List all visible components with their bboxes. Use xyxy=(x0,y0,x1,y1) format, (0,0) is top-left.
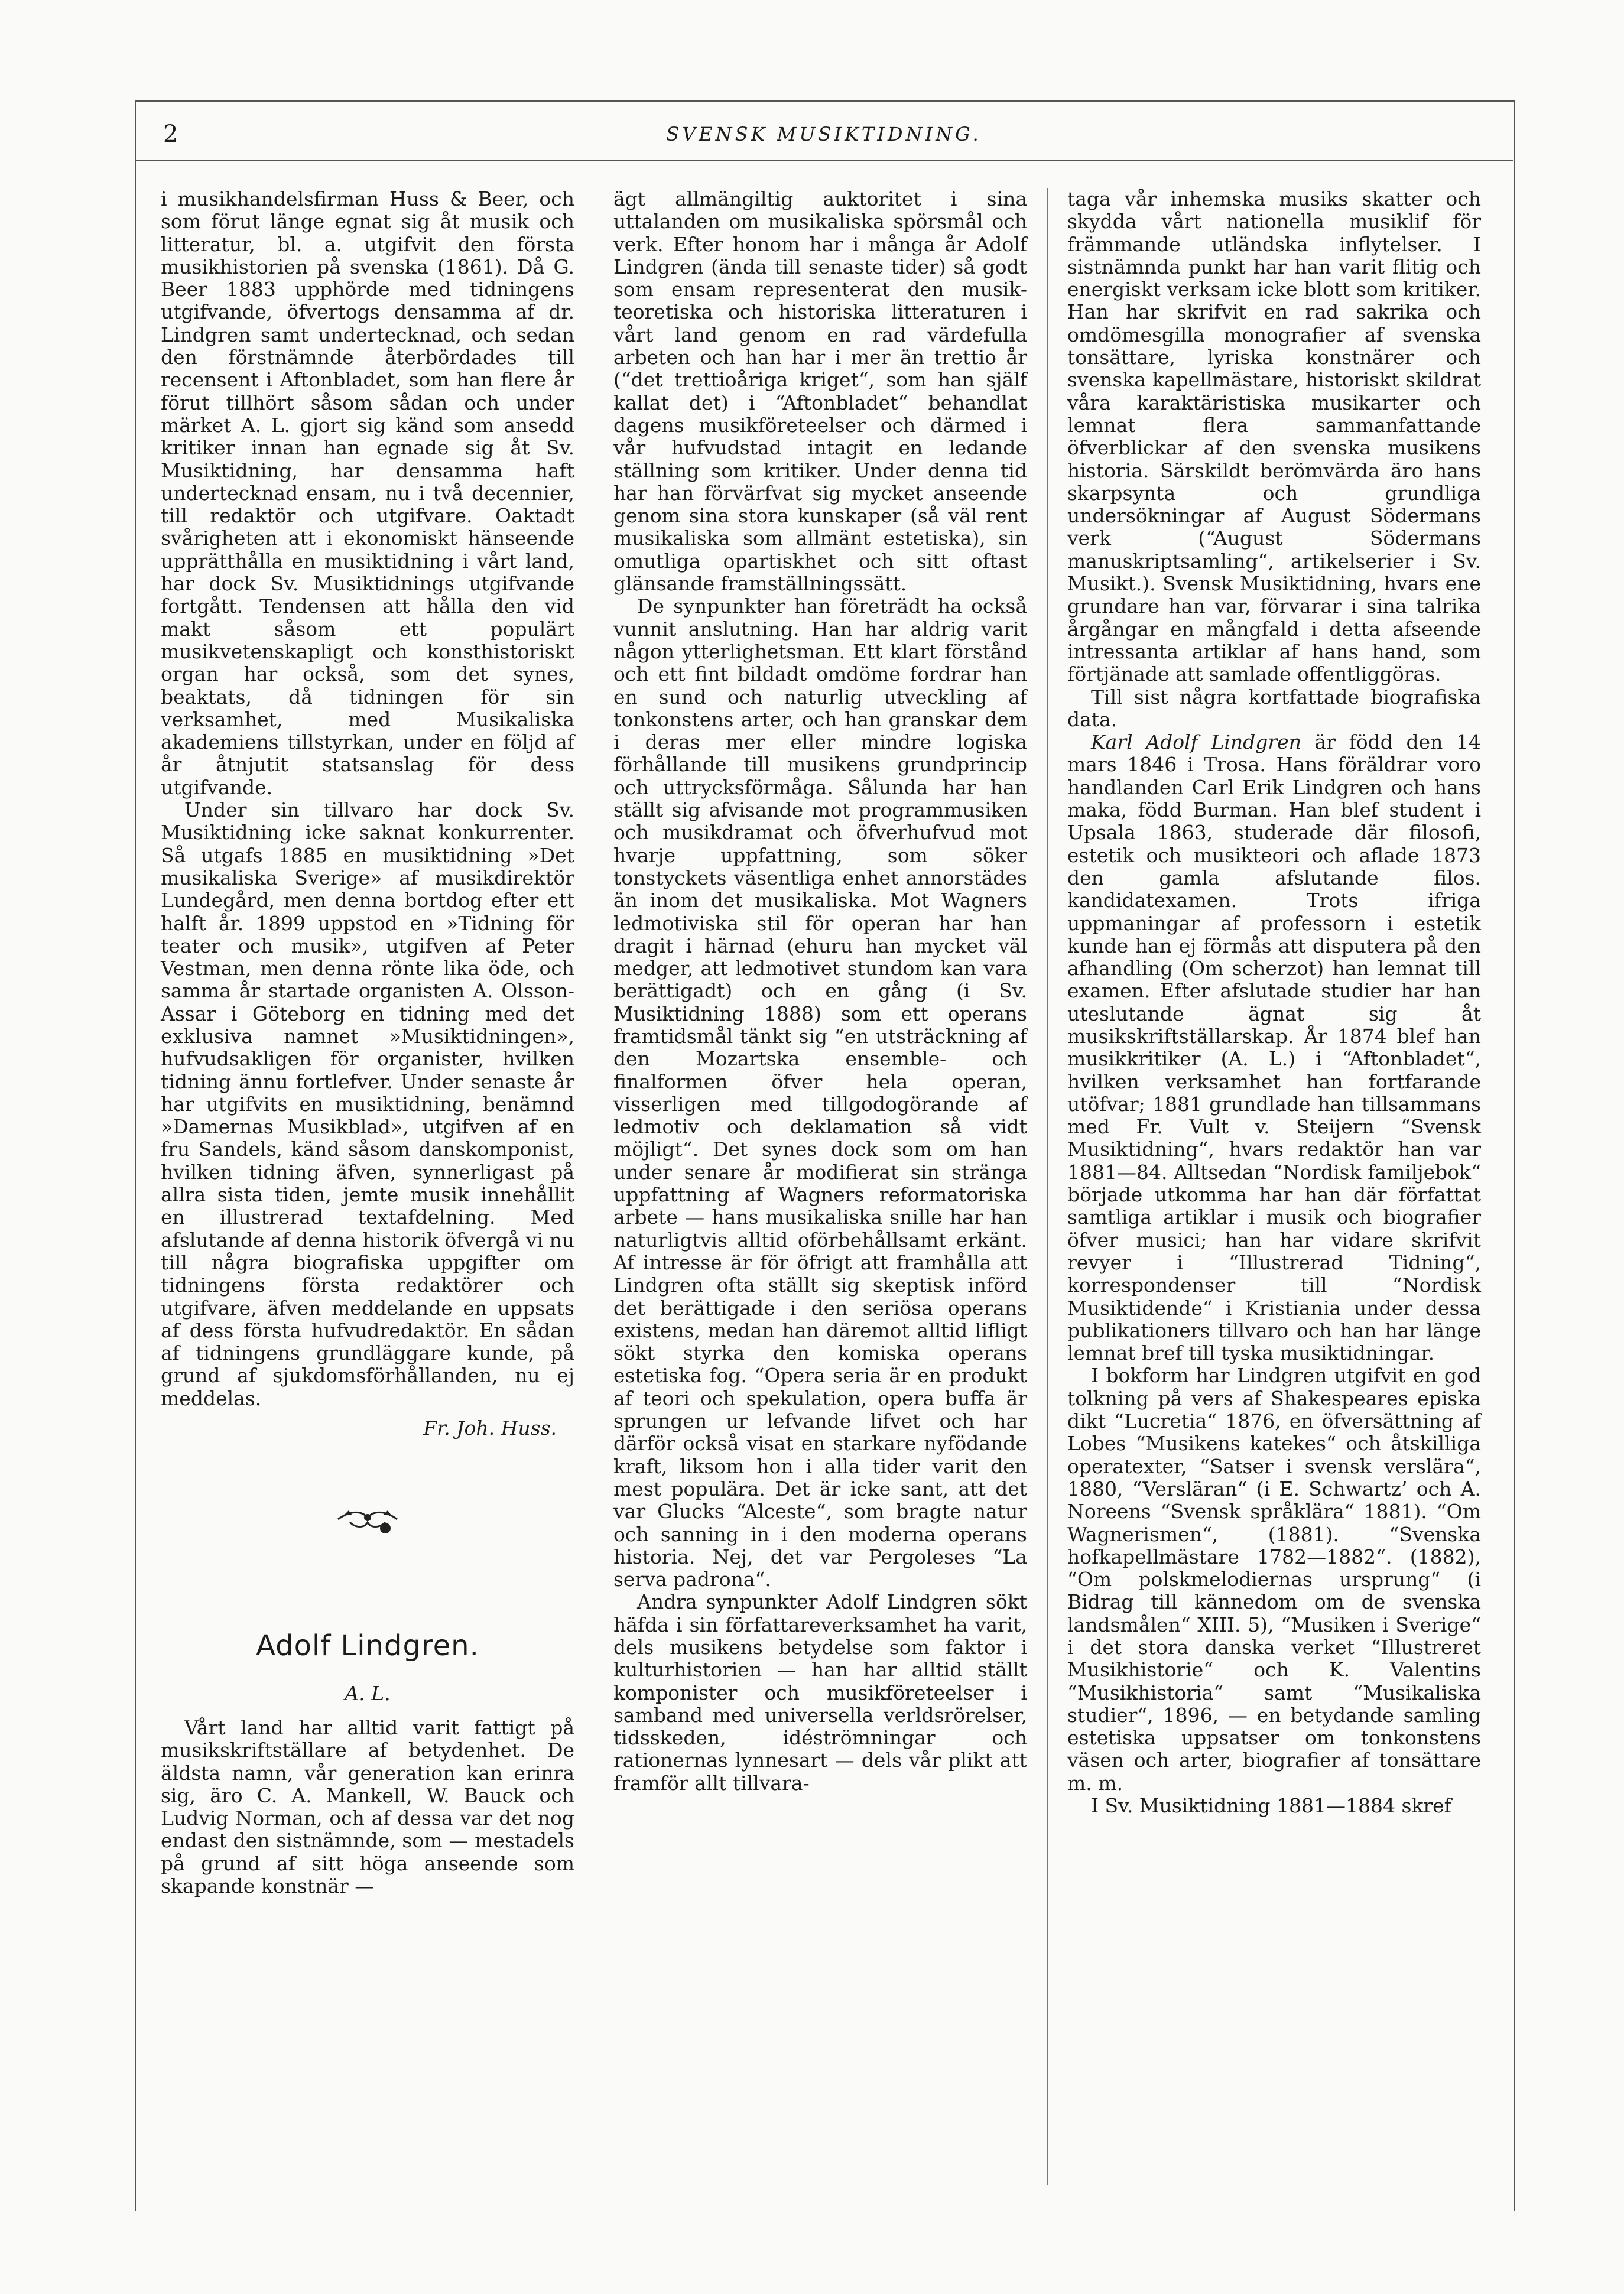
article-title: Adolf Lindgren. xyxy=(256,1629,479,1663)
paragraph: Till sist några kortfattade biografiska data. xyxy=(1067,685,1481,731)
page-header xyxy=(135,118,1513,161)
paragraph: Under sin tillvaro har dock Sv. Musiktidning icke saknat konkurrenter. Så utgafs 1885 en musiktidning »Det musikaliska Sverige» af musikdirektör Lundegård, men denna bortdog efter ett halft år. 1899 uppstod en »Tidning för teater och musik», utgifven af Peter Vestman, men denna rönte lika öde, och samma år startade organisten A. Olsson-Assar i Göteborg en tidning med det exklusiva namnet »Musiktidningen», hufvudsakligen för organister, hvilken tidning ännu fortlefver. Under senaste år har utgifvits en musiktidning, benämnd »Damernas Musikblad», utgifven af en fru Sandels, känd såsom danskomponist, hvilken tidning äfven, synnerligast på allra sista tiden, jemte musik innehållit en illustrerad textafdelning. Med afslutande af denna historik öfvergå vi nu till några biografiska uppgifter om tidningens första redaktörer och utgifvare, äfven meddelande en uppsats af dess första hufvudredaktör. En sådan af tidningens grundläggare kunde, på grund af sjukdomsförhållanden, nu ej meddelas. xyxy=(161,798,574,1410)
column-divider xyxy=(1047,188,1048,2185)
paragraph: ägt allmängiltig auktoritet i sina uttalanden om musikaliska spörsmål och verk. Efter honom har i många år Adolf Lindgren (ända till senaste tider) så godt som ensam representerat den musik-teoretiska och historiska litteraturen i vårt land genom en rad värdefulla arbeten och han har i mer än trettio år (“det trettioåriga kriget“, som han själf kallat det) i “Aftonbladet“ behandlat dagens musikföreteelser och därmed i vår hufvudstad intagit en ledande ställning som kritiker. Under denna tid har han förvärfvat sig mycket anseende genom sina stora kunskaper (så väl rent musikaliska som allmänt estetiska), sin omutliga opartiskhet och sitt oftast glänsande framställningssätt. xyxy=(613,187,1027,596)
column-1 xyxy=(161,188,574,1897)
paragraph-text: är född den 14 mars 1846 i Trosa. Hans föräldrar voro handlanden Carl Erik Lindgren och hans maka, född Burman. Han blef student i Upsala 1863, studerade där filosofi, estetik och musikteori och aflade 1873 den gamla afslutande filos. kandidatexamen. Trots ifriga uppmaningar af professorn i estetik kunde han ej förmås att disputera på den afhandling (Om scherzot) han lemnat till examen. Efter afslutade studier har han uteslutande ägnat sig åt musikskriftställarskap. År 1874 blef han musikkritiker (A. L.) i “Aftonbladet“, hvilken verksamhet han fortfarande utöfvar; 1881 grundlade han tillsammans med Fr. Vult v. Steijern “Svensk Musiktidning“, hvars redaktör han var 1881—84. Alltsedan “Nordisk familjebok“ började utkomma har han där författat samtliga artiklar i musik och biografier öfver musici; han har vidare skrifvit revyer i “Illustrerad Tidning“, korrespondenser till “Nordisk Musiktidende“ i Kristiania under dessa publikationers tillvaro och han har länge lemnat bref till tyska musiktidningar. xyxy=(1067,730,1482,1365)
paragraph: taga vår inhemska musiks skatter och skydda vårt nationella musiklif för främmande utländska inflytelser. I sistnämnda punkt har han varit flitig och energiskt verksam icke blott som kritiker. Han har skrifvit en rad sakrika och omdömesgilla monografier af svenska tonsättare, lyriska konstnärer och svenska kapellmästare, historiskt skildrat våra karaktäristiska musikarter och lemnat flera sammanfattande öfverblickar af den svenska musikens historia. Särskildt berömvärda äro hans skarpsynta och grundliga undersökningar af August Södermans verk (“August Södermans manuskriptsamling“, artikelserier i Sv. Musikt.). Svensk Musiktidning, hvars ene grundare han var, förvarar i sina talrika årgångar en mångfald i detta afseende intressanta artiklar af hans hand, som förtjänade att samlade offentliggöras. xyxy=(1067,187,1481,686)
author-signature: Fr. Joh. Huss. xyxy=(423,1416,557,1440)
floral-ornament-icon xyxy=(332,1493,403,1540)
article-byline: A. L. xyxy=(345,1681,391,1705)
paragraph: De synpunkter han företrädt ha också vunnit anslutning. Han har aldrig varit någon ytterlighetsman. Ett klart förstånd och ett fint bildadt omdöme fordrar han en sund och naturlig utveckling af tonkonstens arter, och han granskar dem i deras mer eller mindre logiska förhållande till musikens grundprincip och uttrycksförmåga. Sålunda har han ställt sig afvisande mot programmusiken och musikdramat och öfverhufvud mot hvarje uppfattning, som söker tonstyckets väsentliga enhet annorstädes än inom det musikaliska. Mot Wagners ledmotiviska stil för operan har han dragit i härnad (ehuru han mycket väl medger, att ledmotivet stundom kan vara berättigadt) och en gång (i Sv. Musiktidning 1888) som ett operans framtidsmål tänkt sig “en utsträckning af den Mozartska ensemble- och finalformen öfver hela operan, visserligen med tillgodogörande af ledmotiv och deklamation så vidt möjligt“. Det synes dock som om han under senare år modifierat sin stränga uppfattning af Wagners reformatoriska arbete — hans musikaliska snille har han naturligtvis alltid oförbehållsamt erkänt. Af intresse är för öfrigt att framhålla att Lindgren ofta ställt sig skeptisk införd det berättigade i den seriösa operans existens, medan han däremot alltid lifligt sökt styrka den komiska operans estetiska fog. “Opera seria är en produkt af teori och spekulation, opera buffa är sprungen ur lefvande lifvet och har därför också visat en starkare nyfödande kraft, liksom hon i alla tider varit den mest populära. Det är icke sant, att det var Glucks “Alceste“, som bragte natur och sanning in i den moderna operans historia. Nej, det var Pergoleses “La serva padrona“. xyxy=(613,594,1027,1591)
paragraph: i musikhandelsfirman Huss & Beer, och som förut länge egnat sig åt musik och litteratur, bl. a. utgifvit den första musikhistorien på svenska (1861). Då G. Beer 1883 upphörde med tidningens utgifvande, öfvertogs densamma af dr. Lindgren samt undertecknad, och sedan den förstnämnde återbördades till recensent i Aftonbladet, som han flere år förut tillhört såsom sådan och under märket A. L. gjort sig känd som ansedd kritiker innan han egnade sig åt Sv. Musiktidning, har densamma haft undertecknad ensam, nu i två decennier, till redaktör och utgifvare. Oaktadt svårigheten att i ekonomiskt hänseende upprätthålla en musiktidning i vårt land, har dock Sv. Musiktidnings utgifvande fortgått. Tendensen att hålla den vid makt såsom ett populärt musikvetenskapligt och konsthistoriskt organ har också, som det synes, beaktats, då tidningen för sin verksamhet, med Musikaliska akademiens tillstyrkan, under en följd af år åtnjutit statsanslag för dess utgifvande. xyxy=(161,187,574,799)
paragraph xyxy=(1067,731,1481,1364)
person-name: Karl Adolf Lindgren xyxy=(1091,730,1301,754)
paragraph: I Sv. Musiktidning 1881—1884 skref xyxy=(1091,1794,1451,1818)
running-title: SVENSK MUSIKTIDNING. xyxy=(666,123,982,145)
paragraph: Andra synpunkter Adolf Lindgren sökt häfda i sin författareverksamhet ha varit, dels musikens betydelse som faktor i kulturhistorien — han har alltid ställt komponister och musikföreteelser i samband med universella verldsrörelser, tidsskeden, idéströmningar och rationernas lynnesart — dels vår plikt att framför allt tillvara- xyxy=(613,1590,1027,1795)
column-2 xyxy=(613,188,1027,1795)
page-number: 2 xyxy=(163,121,178,148)
paragraph: Vårt land har alltid varit fattigt på musikskriftställare af betydenhet. De äldsta namn, vår generation kan erinra sig, äro C. A. Mankell, W. Bauck och Ludvig Norman, och af dessa var det nog endast den sistnämnde, som — mestadels på grund af sitt höga anseende som skapande konstnär — xyxy=(161,1715,574,1897)
column-3 xyxy=(1067,188,1481,1817)
paragraph: I bokform har Lindgren utgifvit en god tolkning på vers af Shakespeares episka dikt “Lucretia“ 1876, en öfversättning af Lobes “Musikens katekes“ och åtskilliga operatexter, “Satser i svensk verslära“, 1880, “Versläran“ (i E. Schwartz’ och A. Noreens “Svensk språklära“ 1881). “Om Wagnerismen“, (1881). “Svenska hofkapellmästare 1782—1882“. (1882), “Om polskmelodiernas ursprung“ (i Bidrag till kännedom om de svenska landsmålen“ XIII. 5), “Musiken i Sverige“ i det stora danska verket “Illustreret Musikhistorie“ och K. Valentins “Musikhistoria“ samt “Musikaliska studier“, 1896, — en betydande samling estetiska uppsatser om tonkonstens väsen och arter, biografier af tonsättare m. m. xyxy=(1067,1364,1481,1795)
